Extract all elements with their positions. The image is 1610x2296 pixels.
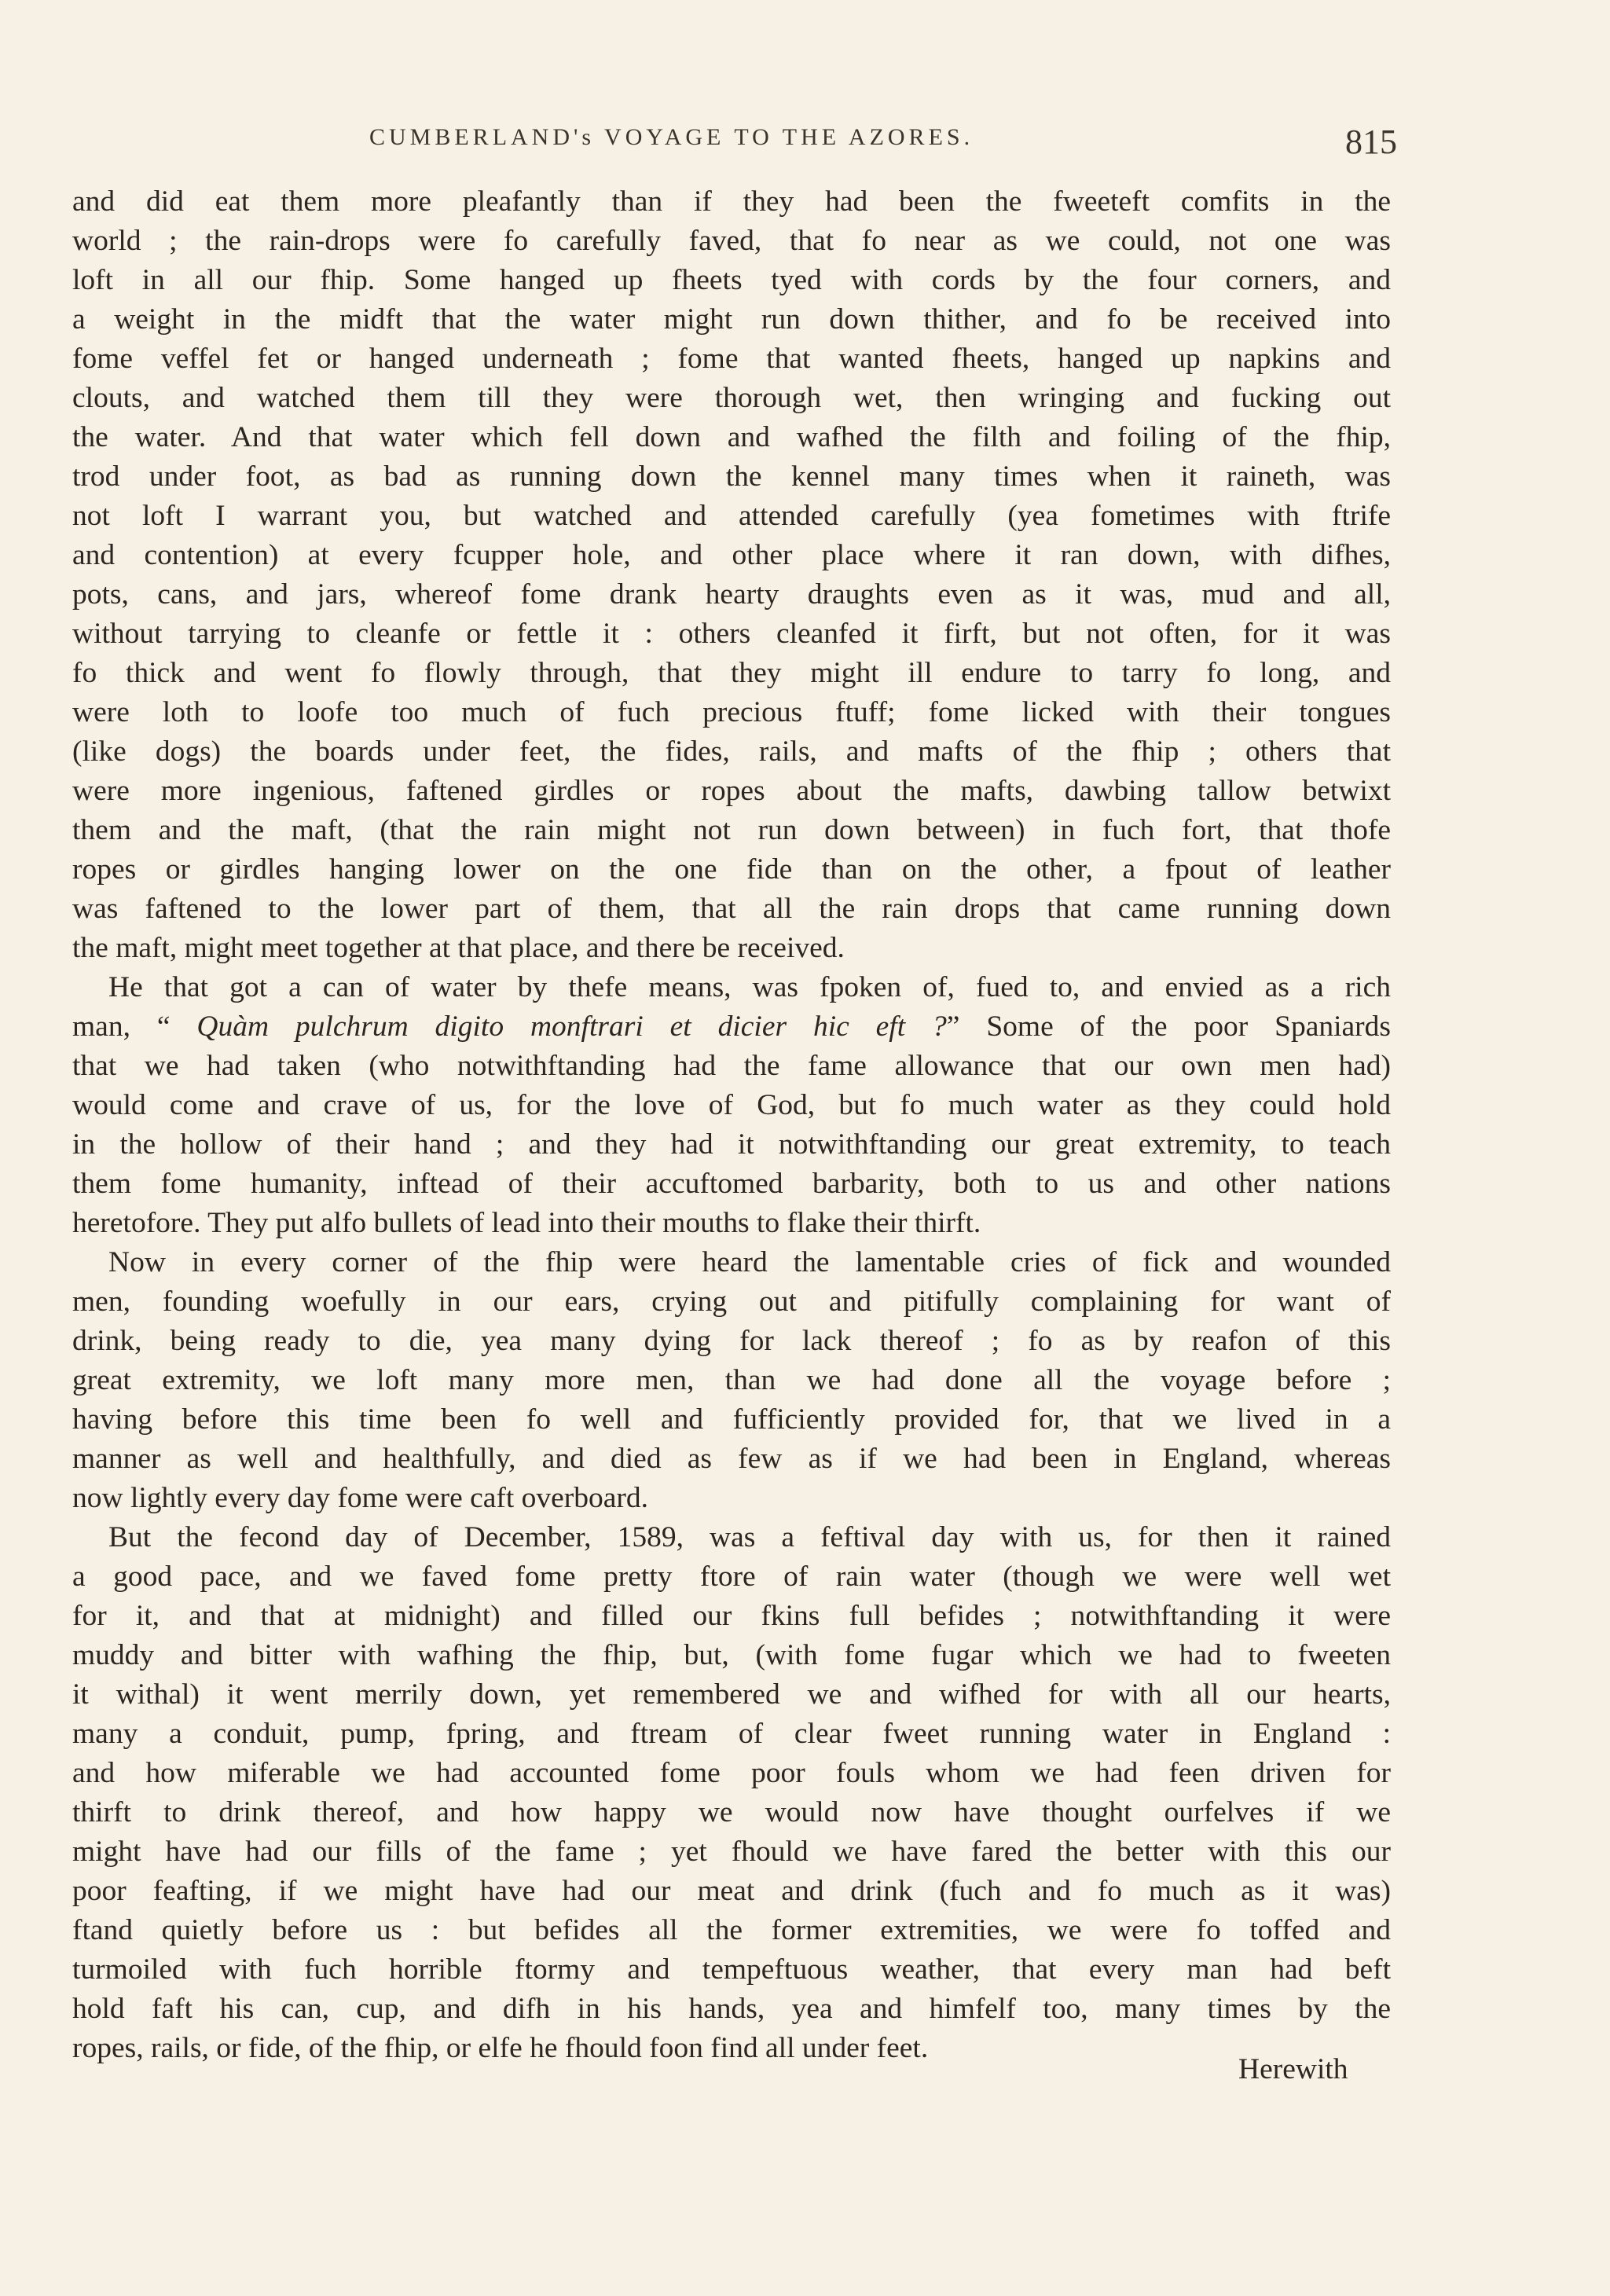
text-line: and did eat them more pleafantly than if they had been the fweeteft comfits in the xyxy=(72,185,1391,218)
text-line: He that got a can of water by thefe means, was fpoken of, fued to, and envied as a rich xyxy=(108,971,1391,1003)
text-line: without tarrying to cleanfe or fettle it : others cleanfed it firft, but not often, for it was xyxy=(72,618,1391,650)
text-line: was faftened to the lower part of them, that all the rain drops that came running down xyxy=(72,893,1391,925)
text-line: poor feafting, if we might have had our meat and drink (fuch and fo much as it was) xyxy=(72,1875,1391,1907)
text-line: them and the maft, (that the rain might not run down between) in fuch fort, that thofe xyxy=(72,814,1391,846)
text-line: the water. And that water which fell down and wafhed the filth and foiling of the fhip, xyxy=(72,421,1391,453)
text-line: ftand quietly before us : but befides all the former extremities, we were fo toffed and xyxy=(72,1914,1391,1946)
text-line: fo thick and went fo flowly through, that they might ill endure to tarry fo long, and xyxy=(72,657,1391,689)
text-line: not loft I warrant you, but watched and attended carefully (yea fometimes with ftrife xyxy=(72,500,1391,532)
text-line: ropes or girdles hanging lower on the one fide than on the other, a fpout of leather xyxy=(72,853,1391,886)
text-line: hold faft his can, cup, and difh in his hands, yea and himfelf too, many times by the xyxy=(72,1993,1391,2025)
text-line: (like dogs) the boards under feet, the fides, rails, and mafts of the fhip ; others that xyxy=(72,735,1391,768)
text-line: having before this time been fo well and fufficiently provided for, that we lived in a xyxy=(72,1403,1391,1436)
running-head: CUMBERLAND's VOYAGE TO THE AZORES. xyxy=(369,124,974,150)
text-line: were more ingenious, faftened girdles or ropes about the mafts, dawbing tallow betwixt xyxy=(72,775,1391,807)
text-line: for it, and that at midnight) and filled our fkins full befides ; notwithftanding it were xyxy=(72,1600,1391,1632)
text-line: a weight in the midft that the water might run down thither, and fo be received into xyxy=(72,303,1391,336)
text-line: heretofore. They put alfo bullets of lead into their mouths to flake their thirft. xyxy=(72,1207,981,1239)
text-line: now lightly every day fome were caft overboard. xyxy=(72,1482,649,1514)
text-line: muddy and bitter with wafhing the fhip, but, (with fome fugar which we had to fweeten xyxy=(72,1639,1391,1671)
text-line: man, “ Quàm pulchrum digito monftrari et dicier hic eft ?” Some of the poor Spaniards xyxy=(72,1010,1391,1043)
text-line: were loth to loofe too much of fuch precious ftuff; fome licked with their tongues xyxy=(72,696,1391,728)
text-line: manner as well and healthfully, and died as few as if we had been in England, whereas xyxy=(72,1443,1391,1475)
body-text xyxy=(72,182,1391,2068)
text-line: in the hollow of their hand ; and they had it notwithftanding our great extremity, to teach xyxy=(72,1128,1391,1161)
text-line: trod under foot, as bad as running down the kennel many times when it raineth, was xyxy=(72,460,1391,493)
text-line: thirft to drink thereof, and how happy we would now have thought ourfelves if we xyxy=(72,1796,1391,1828)
text-line: and contention) at every fcupper hole, and other place where it ran down, with difhes, xyxy=(72,539,1391,571)
text-line: clouts, and watched them till they were thorough wet, then wringing and fucking out xyxy=(72,382,1391,414)
text-line: But the fecond day of December, 1589, was a feftival day with us, for then it rained xyxy=(108,1521,1391,1553)
latin-quotation: Quàm pulchrum digito monftrari et dicier hic eft ? xyxy=(196,1010,947,1043)
text-line: a good pace, and we faved fome pretty ftore of rain water (though we were well wet xyxy=(72,1561,1391,1593)
text-line: might have had our fills of the fame ; yet fhould we have fared the better with this our xyxy=(72,1836,1391,1868)
text-line: that we had taken (who notwithftanding had the fame allowance that our own men had) xyxy=(72,1050,1391,1082)
text-line: it withal) it went merrily down, yet remembered we and wifhed for with all our hearts, xyxy=(72,1678,1391,1711)
text-line: and how miferable we had accounted fome poor fouls whom we had feen driven for xyxy=(72,1757,1391,1789)
text-line: them fome humanity, inftead of their accuftomed barbarity, both to us and other nations xyxy=(72,1168,1391,1200)
text-line: Now in every corner of the fhip were heard the lamentable cries of fick and wounded xyxy=(108,1246,1391,1278)
text-line: turmoiled with fuch horrible ftormy and tempeftuous weather, that every man had beft xyxy=(72,1953,1391,1986)
text-line: the maft, might meet together at that place, and there be received. xyxy=(72,932,845,964)
text-line: fome veffel fet or hanged underneath ; fome that wanted fheets, hanged up napkins and xyxy=(72,343,1391,375)
text-line: men, founding woefully in our ears, crying out and pitifully complaining for want of xyxy=(72,1286,1391,1318)
text-line: loft in all our fhip. Some hanged up fheets tyed with cords by the four corners, and xyxy=(72,264,1391,296)
text-line: would come and crave of us, for the love of God, but fo much water as they could hold xyxy=(72,1089,1391,1121)
catchword: Herewith xyxy=(1238,2053,1348,2085)
text-line: great extremity, we loft many more men, than we had done all the voyage before ; xyxy=(72,1364,1391,1396)
text-line: many a conduit, pump, fpring, and ftream of clear fweet running water in England : xyxy=(72,1718,1391,1750)
text-line: drink, being ready to die, yea many dying for lack thereof ; fo as by reafon of this xyxy=(72,1325,1391,1357)
text-line: pots, cans, and jars, whereof fome drank hearty draughts even as it was, mud and all, xyxy=(72,578,1391,611)
text-line: ropes, rails, or fide, of the fhip, or elfe he fhould foon find all under feet. xyxy=(72,2032,929,2064)
page-number: 815 xyxy=(1345,123,1397,161)
text-line: world ; the rain-drops were fo carefully faved, that fo near as we could, not one was xyxy=(72,225,1391,257)
